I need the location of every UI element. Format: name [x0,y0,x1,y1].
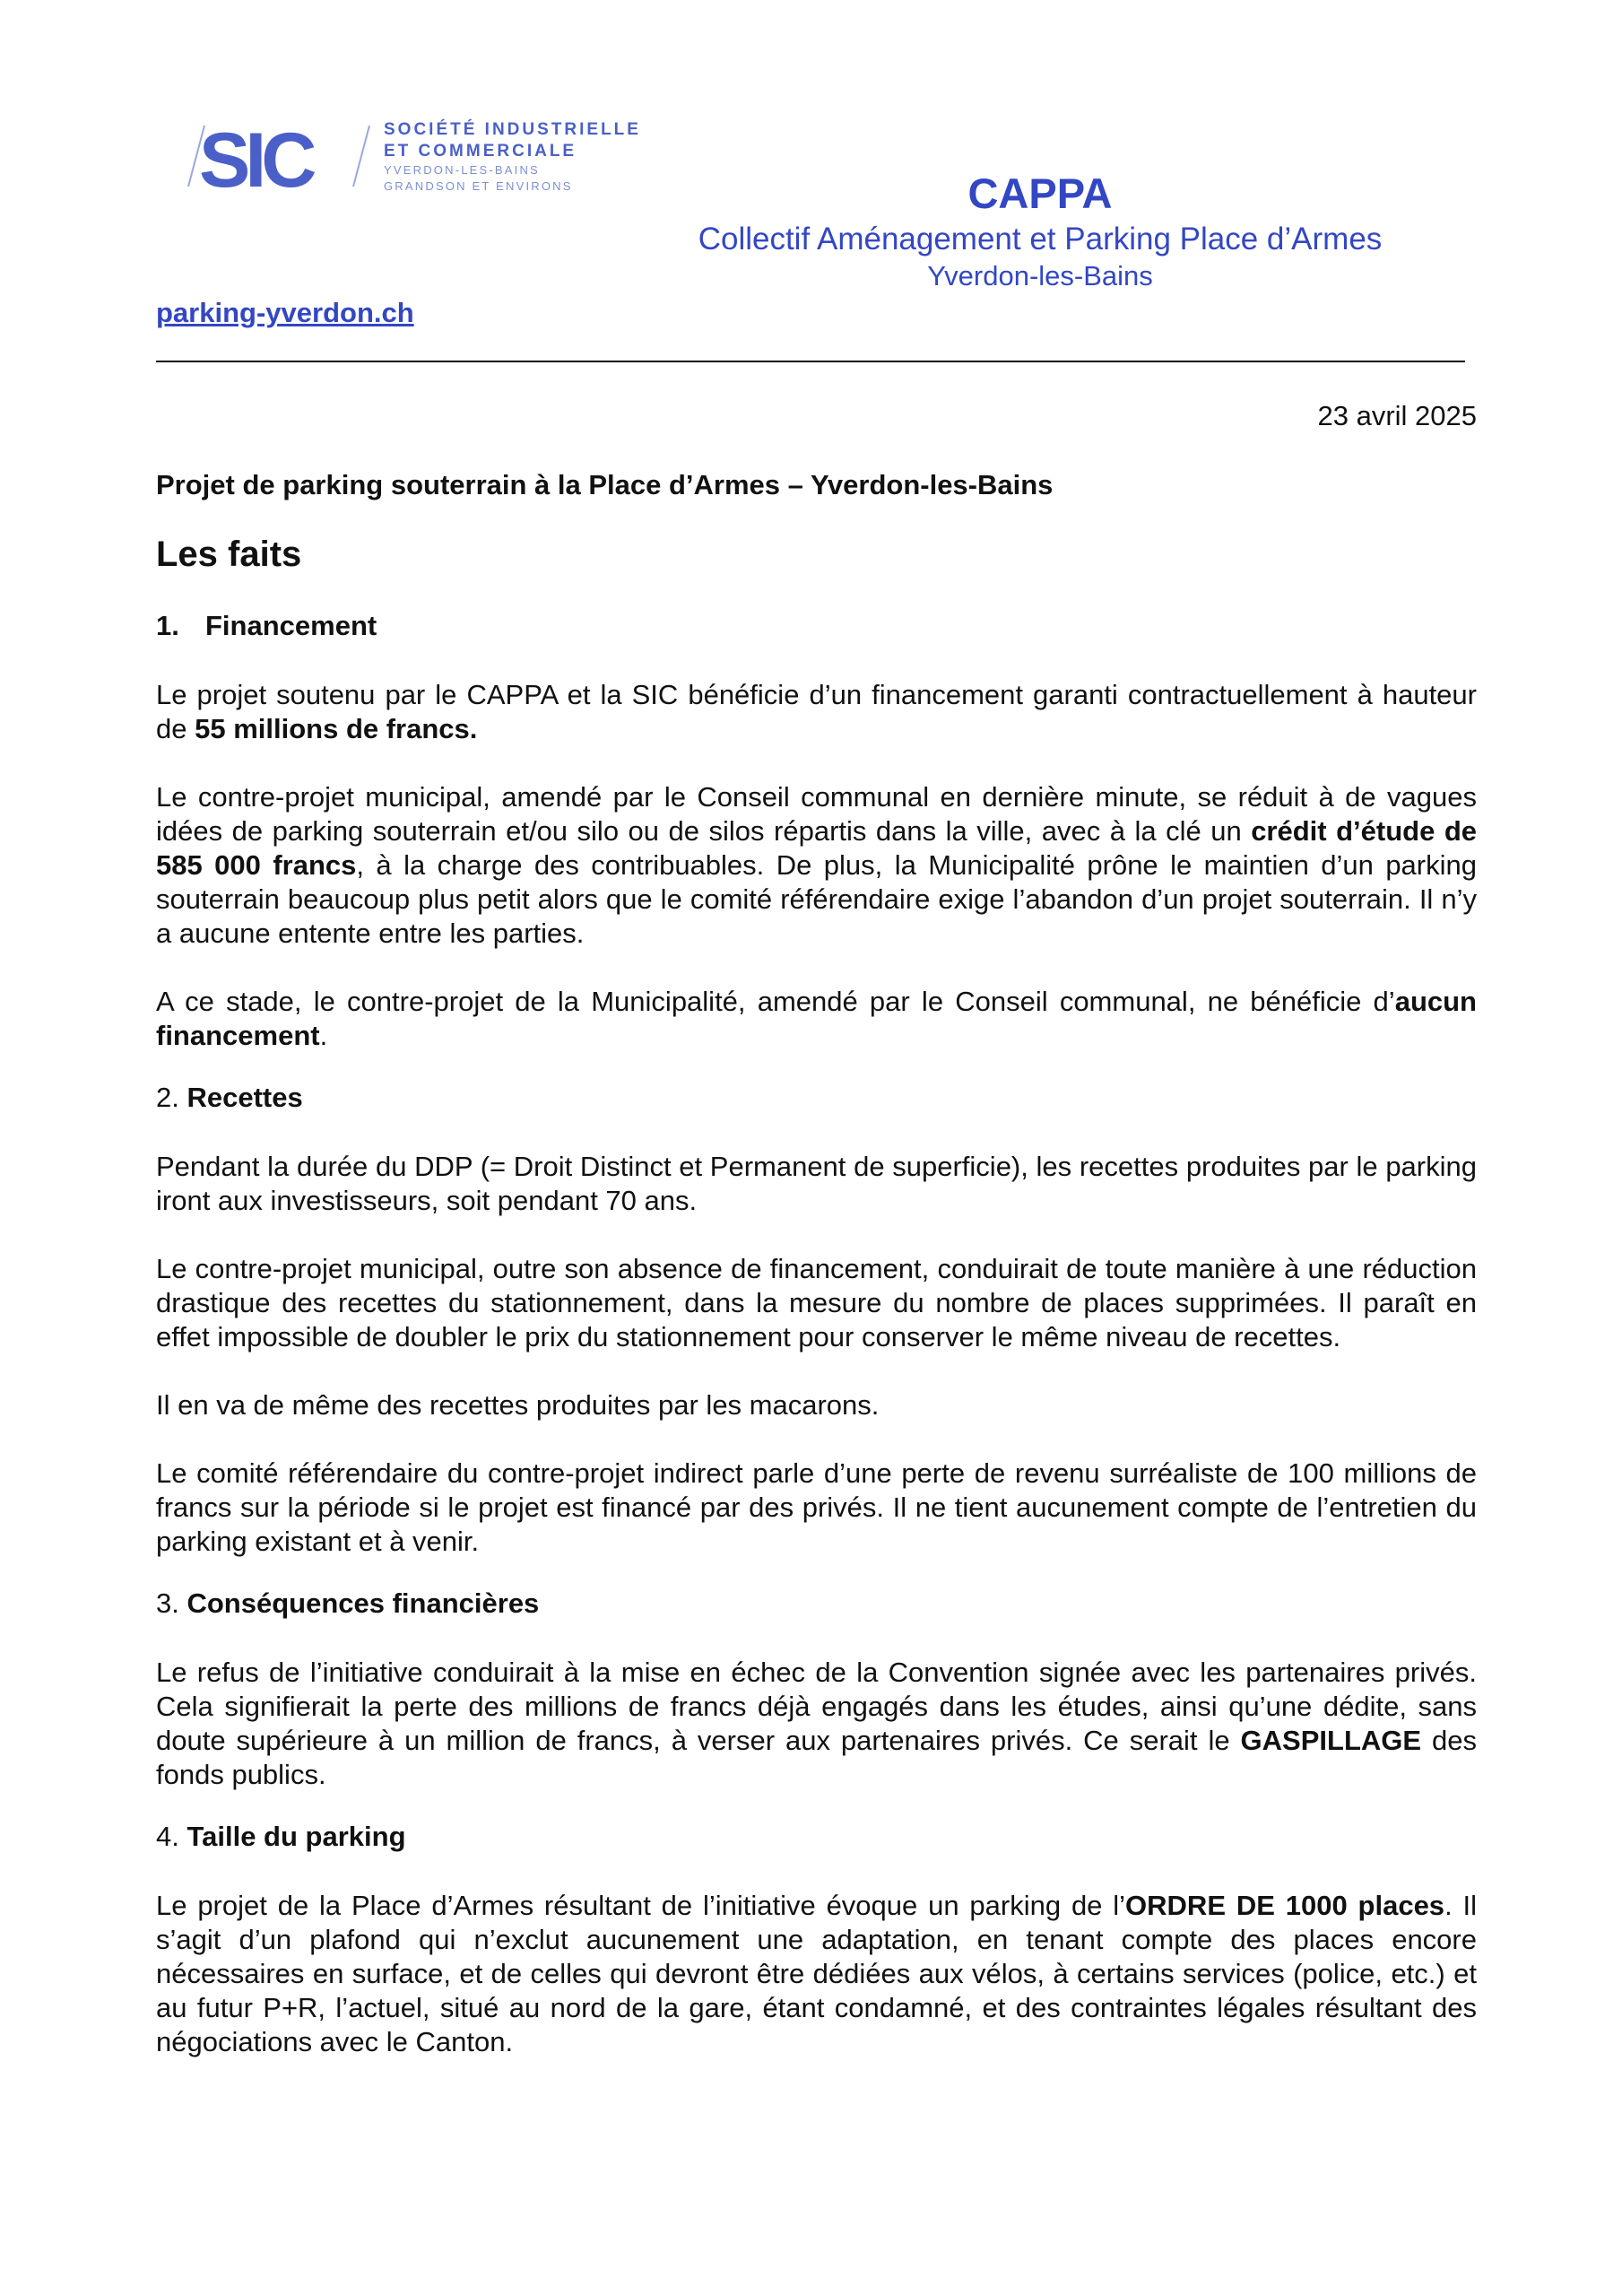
header-divider [156,361,1465,362]
section-number: 2. [156,1082,179,1113]
document-subject: Projet de parking souterrain à la Place d’Armes – Yverdon-les-Bains [156,469,1054,500]
logo-line-3: YVERDON-LES-BAINS [384,163,540,177]
section-title: Taille du parking [186,1821,406,1852]
section-heading-consequences [156,1586,1477,1622]
org-header [592,167,1488,294]
section-title: Recettes [186,1082,303,1113]
emphasis: GASPILLAGE [1240,1725,1422,1756]
document-body [156,466,1477,2059]
text-run: Le contre-projet municipal, amendé par le Conseil communal en dernière minute, se réduit à de vagues idées de parking souterrain et/ou silo ou de silos répartis dans la ville, avec à la clé un [156,781,1477,847]
section-title: Financement [205,610,377,641]
text-run: Le refus de l’initiative conduirait à la mise en échec de la Convention signée avec les partenaires privés. Cela signifierait la perte des millions de francs déjà engagés dans les études, ainsi qu’une dédite, sans doute supérieure à un million de francs, à verser aux partenaires privés. Ce serait le [156,1657,1477,1756]
logo-line-1: SOCIÉTÉ INDUSTRIELLE [384,120,641,139]
emphasis: aucun financement [156,986,1477,1051]
paragraph [156,985,1477,1053]
emphasis: ORDRE DE 1000 places [1125,1890,1445,1921]
website-link[interactable]: parking-yverdon.ch [156,297,414,328]
text-run: , à la charge des contribuables. De plus, la Municipalité prône le maintien d’un parking souterrain beaucoup plus petit alors que le comité référendaire exige l’abandon d’un projet souterrain. Il n’y a aucune entente entre les parties. [156,849,1477,949]
text-run: Le projet de la Place d’Armes résultant de l’initiative évoque un parking de l’ [156,1890,1126,1921]
document-date: 23 avril 2025 [1317,400,1477,431]
logo-line-4: GRANDSON ET ENVIRONS [384,179,573,193]
sic-logo-mark [170,115,377,204]
section-number: 1. [156,610,179,641]
org-title: CAPPA [967,170,1113,217]
logo-mark-text: SIC [199,117,312,204]
section-title: Conséquences financières [186,1587,540,1619]
emphasis: crédit d’étude de 585 000 francs [156,815,1478,881]
paragraph [156,1889,1477,2059]
paragraph [156,678,1477,746]
main-heading: Les faits [156,535,302,574]
paragraph: Il en va de même des recettes produites par les macarons. [156,1389,880,1421]
paragraph: Pendant la durée du DDP (= Droit Distinct et Permanent de superficie), les recettes produites par le parking iront aux investisseurs, soit pendant 70 ans. [156,1151,1477,1216]
section-heading-recettes [156,1080,1477,1116]
text-run: . [319,1020,328,1051]
text-run: des fonds publics. [156,1725,1477,1790]
logo-line-2: ET COMMERCIALE [384,142,577,161]
section-heading-taille [156,1819,1477,1855]
paragraph: Le comité référendaire du contre-projet indirect parle d’une perte de revenu surréaliste de 100 millions de francs sur la période si le projet est financé par des privés. Il ne tient aucunement compte de l’entretien du parking existant et à venir. [156,1457,1477,1557]
text-run: A ce stade, le contre-projet de la Municipalité, amendé par le Conseil communal, ne bénéficie d’ [156,986,1395,1017]
paragraph: Le contre-projet municipal, outre son absence de financement, conduirait de toute manière à une réduction drastique des recettes du stationnement, dans la mesure du nombre de places supprimées. Il paraît en effet impossible de doubler le prix du stationnement pour conserver le même niveau de recettes. [156,1253,1477,1352]
section-number: 4. [156,1821,179,1852]
emphasis: 55 millions de francs. [195,713,478,744]
section-heading-financement [156,608,1477,644]
text-run: Le projet soutenu par le CAPPA et la SIC bénéficie d’un financement garanti contractuellement à hauteur de [156,679,1477,744]
paragraph [156,1656,1477,1792]
org-subtitle: Collectif Aménagement et Parking Place d’Armes [698,222,1383,257]
org-city: Yverdon-les-Bains [927,260,1153,291]
text-run: . Il s’agit d’un plafond qui n’exclut aucunement une adaptation, en tenant compte des places encore nécessaires en surface, et de celles qui devront être dédiées aux vélos, à certains services (police, etc.) et au futur P+R, l’actuel, situé au nord de la gare, étant condamné, et des contraintes légales résultant des négociations avec le Canton. [156,1890,1478,2057]
section-number: 3. [156,1587,179,1619]
paragraph [156,780,1477,951]
